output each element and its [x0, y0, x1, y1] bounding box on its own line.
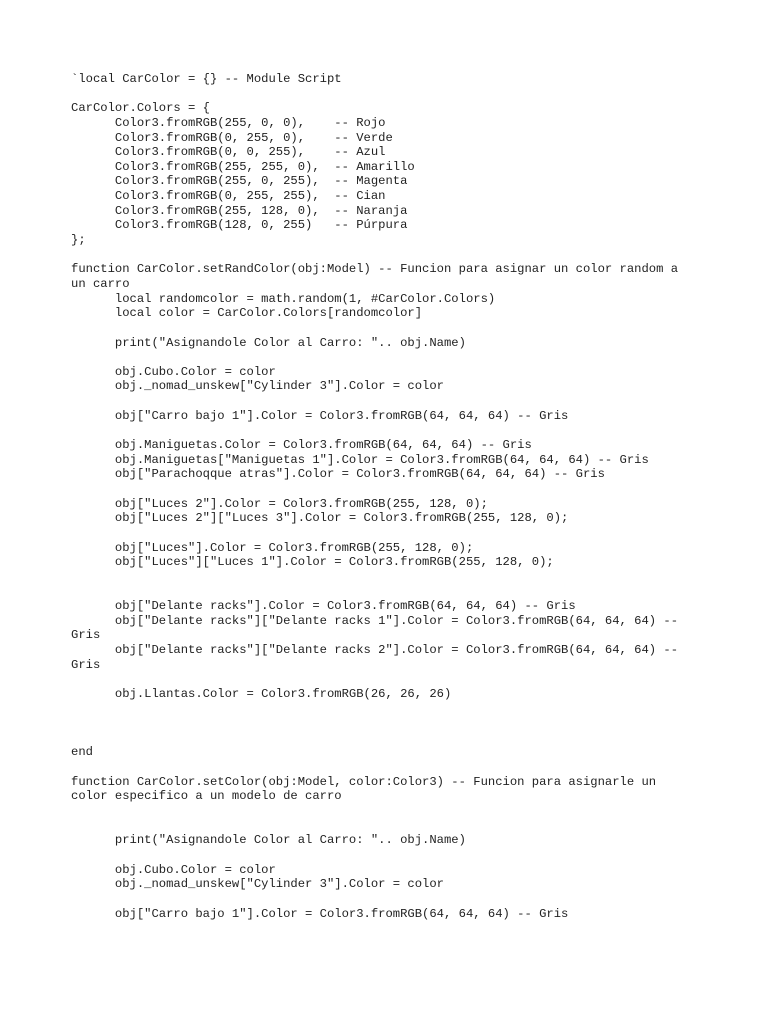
code-line [71, 350, 711, 365]
code-line: Gris [71, 657, 101, 672]
code-line [71, 423, 711, 438]
code-line [71, 848, 711, 863]
code-line [71, 526, 711, 541]
code-line [71, 394, 711, 409]
code-line: obj["Delante racks"]["Delante racks 1"].Color = Color3.fromRGB(64, 64, 64) -- [71, 613, 679, 628]
code-line: obj.Maniguetas.Color = Color3.fromRGB(64, 64, 64) -- Gris [71, 438, 532, 453]
code-block [71, 72, 711, 921]
code-line: obj.Cubo.Color = color [71, 364, 276, 379]
code-line [71, 731, 711, 746]
code-line: color especifico a un modelo de carro [71, 789, 342, 804]
code-line [71, 760, 711, 775]
code-line [71, 804, 711, 819]
code-line: Color3.fromRGB(0, 255, 0), -- Verde [71, 130, 393, 145]
code-line: obj["Luces 2"]["Luces 3"].Color = Color3.fromRGB(255, 128, 0); [71, 511, 569, 526]
code-line [71, 716, 711, 731]
code-line: print("Asignandole Color al Carro: ".. obj.Name) [71, 335, 466, 350]
code-line: `local CarColor = {} -- Module Script [71, 72, 342, 86]
code-line: Color3.fromRGB(255, 0, 255), -- Magenta [71, 174, 408, 189]
code-line: local randomcolor = math.random(1, #CarColor.Colors) [71, 291, 496, 306]
code-line: obj["Luces 2"].Color = Color3.fromRGB(255, 128, 0); [71, 496, 488, 511]
code-line: Color3.fromRGB(128, 0, 255) -- Púrpura [71, 218, 408, 233]
code-line: end [71, 745, 93, 760]
code-line: obj["Carro bajo 1"].Color = Color3.fromRGB(64, 64, 64) -- Gris [71, 408, 569, 423]
code-line [71, 819, 711, 834]
code-line: obj.Cubo.Color = color [71, 862, 276, 877]
code-line [71, 248, 711, 263]
code-line: obj.Llantas.Color = Color3.fromRGB(26, 26, 26) [71, 686, 452, 701]
code-line: obj["Parachoqque atras"].Color = Color3.fromRGB(64, 64, 64) -- Gris [71, 467, 605, 482]
code-line [71, 892, 711, 907]
code-line [71, 87, 711, 102]
code-line [71, 482, 711, 497]
code-line: print("Asignandole Color al Carro: ".. obj.Name) [71, 833, 466, 848]
code-line: function CarColor.setColor(obj:Model, color:Color3) -- Funcion para asignarle un [71, 774, 657, 789]
code-line: local color = CarColor.Colors[randomcolor] [71, 306, 423, 321]
code-line: obj["Carro bajo 1"].Color = Color3.fromRGB(64, 64, 64) -- Gris [71, 906, 569, 921]
code-line: obj["Luces"].Color = Color3.fromRGB(255, 128, 0); [71, 540, 474, 555]
code-line: Color3.fromRGB(0, 0, 255), -- Azul [71, 145, 386, 160]
code-line: Color3.fromRGB(255, 255, 0), -- Amarillo [71, 159, 415, 174]
code-line: CarColor.Colors = { [71, 101, 210, 116]
code-line [71, 321, 711, 336]
code-line: obj._nomad_unskew["Cylinder 3"].Color = color [71, 379, 444, 394]
code-line: un carro [71, 276, 130, 291]
code-line: Color3.fromRGB(255, 128, 0), -- Naranja [71, 203, 408, 218]
code-line: Gris [71, 628, 101, 643]
code-line [71, 672, 711, 687]
code-line: obj["Delante racks"].Color = Color3.fromRGB(64, 64, 64) -- Gris [71, 599, 576, 614]
code-line: obj["Delante racks"]["Delante racks 2"].Color = Color3.fromRGB(64, 64, 64) -- [71, 642, 679, 657]
code-line: }; [71, 233, 86, 248]
code-line: obj._nomad_unskew["Cylinder 3"].Color = color [71, 877, 444, 892]
code-line: function CarColor.setRandColor(obj:Model) -- Funcion para asignar un color random a [71, 262, 679, 277]
code-line: Color3.fromRGB(255, 0, 0), -- Rojo [71, 115, 386, 130]
code-line: obj.Maniguetas["Maniguetas 1"].Color = Color3.fromRGB(64, 64, 64) -- Gris [71, 452, 649, 467]
code-line [71, 570, 711, 585]
code-line: obj["Luces"]["Luces 1"].Color = Color3.fromRGB(255, 128, 0); [71, 555, 554, 570]
code-line [71, 584, 711, 599]
code-line: Color3.fromRGB(0, 255, 255), -- Cian [71, 189, 386, 204]
code-line [71, 702, 711, 717]
